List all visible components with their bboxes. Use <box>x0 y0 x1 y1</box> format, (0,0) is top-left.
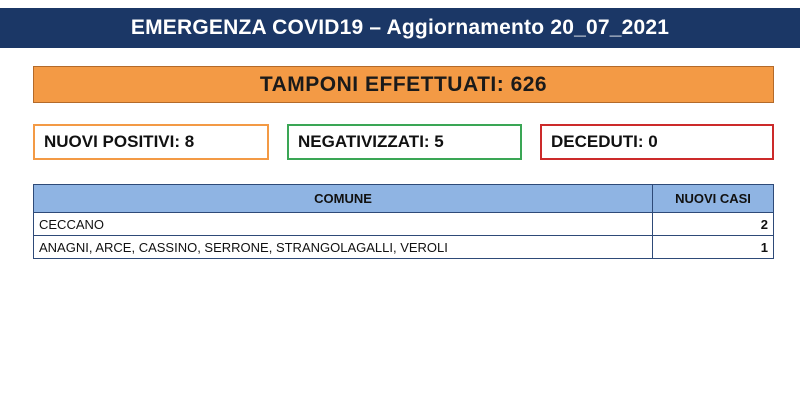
cell-comune: CECCANO <box>34 213 653 236</box>
cell-nuovi-casi: 1 <box>653 236 774 259</box>
column-header-comune: COMUNE <box>34 185 653 213</box>
tamponi-effettuati-box: TAMPONI EFFETTUATI: 626 <box>33 66 774 103</box>
cell-nuovi-casi: 2 <box>653 213 774 236</box>
cell-comune: ANAGNI, ARCE, CASSINO, SERRONE, STRANGOLAGALLI, VEROLI <box>34 236 653 259</box>
column-header-nuovi-casi: NUOVI CASI <box>653 185 774 213</box>
page-title: EMERGENZA COVID19 – Aggiornamento 20_07_2021 <box>0 8 800 48</box>
deceduti-box: DECEDUTI: 0 <box>540 124 774 160</box>
negativizzati-box: NEGATIVIZZATI: 5 <box>287 124 522 160</box>
comuni-table <box>33 184 774 259</box>
nuovi-positivi-box: NUOVI POSITIVI: 8 <box>33 124 269 160</box>
table-row <box>34 236 774 259</box>
table-header-row <box>34 185 774 213</box>
table-row <box>34 213 774 236</box>
